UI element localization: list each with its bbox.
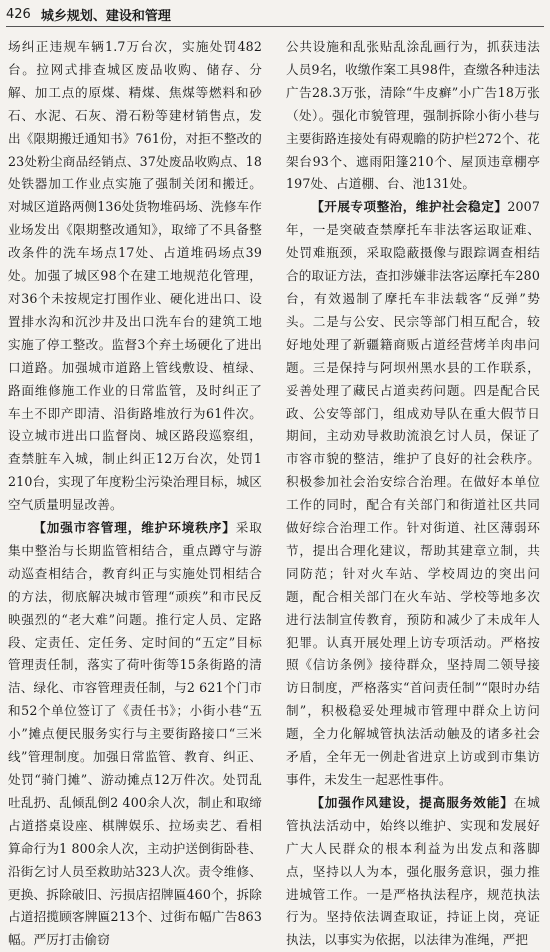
paragraph bbox=[8, 517, 262, 952]
section-heading: 【开展专项整治，维护社会稳定】 bbox=[311, 199, 508, 215]
page-number: 426 bbox=[6, 6, 31, 22]
paragraph bbox=[8, 36, 262, 517]
right-column bbox=[286, 36, 540, 948]
running-title: 城乡规划、建设和管理 bbox=[40, 8, 171, 24]
paragraph-body: 采取集中整治与长期监管相结合，重点蹲守与游动巡查相结合，教育纠正与实施处罚相结合的方法，彻底解决城市管理“顽疾”和市民反映强烈的“老大难”问题。推行定人员、定路段、定责任、定任务、定时间的“五定”目标管理责任制，落实了荷叶街等15条街路的清洁、绿化、市容管理责任制，与2 621个门市和52个单位签订了《责任书》；小街小巷“五小”摊点便民服务实行与主要街路接口“三米线”管理制度。加强日常监管、教育、纠正、处罚“骑门摊”、游动摊点12万件次。处罚乱吐乱扔、乱倾乱倒2 400余人次，制止和取缔占道搭桌设座、棋牌娱乐、拉场卖艺、看相算命行为1 800余人次，主动护送倒街卧巷、沿街乞讨人员至救助站323人次。责令维修、更换、拆除破旧、污损店招牌匾460个，拆除占道招揽顾客牌匾213个、过街布幅广告863幅。严厉打击偷窃 bbox=[8, 520, 262, 948]
left-column bbox=[8, 36, 262, 948]
paragraph-body: 在城管执法活动中，始终以维护、实现和发展好广大人民群众的根本利益为出发点和落脚点，坚持以人为本，强化服务意识，强力推进城管工作。一是严格执法程序，规范执法行为。坚持依法调查取证，持证上岗，亮证执法，以事实为依据，以法律为准绳，严把 bbox=[286, 794, 540, 948]
section-heading: 【加强市容管理，维护环境秩序】 bbox=[33, 520, 236, 536]
paragraph-body: 2007年，一是突破查禁摩托车非法客运取证难、处罚难瓶颈，采取隐蔽摄像与跟踪调查相结合的取证方法，查扣涉嫌非法客运摩托车280台，有效遏制了摩托车非法载客“反弹”势头。二是与公安、民宗等部门相互配合，较好地处理了新疆籍商贩占道经营烤羊肉串问题。三是保持与阿坝州黑水县的工作联系，妥善处理了藏民占道卖药问题。四是配合民政、公安等部门，组成劝导队在重大假节日期间，主动劝导救助流浪乞讨人员，保证了市容市貌的整洁，维护了良好的社会秩序。积极参加社会治安综合治理。在做好本单位工作的同时，配合有关部门和街道社区共同做好综合治理工作。针对街道、社区薄弱环节，提出合理化建议，帮助其建章立制，共同防范；针对火车站、学校周边的突出问题，配合相关部门在火车站、学校等地多次进行法制宣传教育，预防和减少了未成年人犯罪。认真开展处理上访专项活动。严格按照《信访条例》接待群众，坚持周二领导接访日制度，严格落实“首问责任制”“限时办结制”，积极稳妥处理城市管理中群众上访问题，全力化解城管执法活动触及的诸多社会矛盾，全年无一例赴省进京上访或到市集访事件，未发生一起恶性事件。 bbox=[286, 199, 540, 787]
paragraph-body: 场纠正违规车辆1.7万台次，实施处罚482台。拉网式排查城区废品收购、储存、分解、加工点的原煤、精煤、焦煤等燃料和砂石、水泥、石灰、滑石粉等建材销售点，发出《限期搬迁通知书》761份，对拒不整改的23处粉尘商品经销点、37处废品收购点、18处铁器加工作业点实施了强制关闭和搬迁。对城区道路两侧136处货物堆码场、洗修车作业场发出《限期整改通知》，取缔了不具备整改条件的洗车场点17处、占道堆码场点39处。加强了城区98个在建工地规范化管理，对36个未按规定打围作业、硬化进出口、设置排水沟和沉沙井及出口洗车台的建筑工地实施了停工整改。监督3个弃土场硬化了进出口道路。加强城市道路上管线敷设、植绿、路面维修施工作业的日常监管，及时纠正了车土不即产即清、沿街路堆放行为61件次。设立城市进出口监督岗、城区路段巡察组，查禁脏车入城，制止纠正12万台次，处罚1 210台，实现了年度粉尘污染治理目标，城区空气质量明显改善。 bbox=[8, 39, 262, 513]
page-header bbox=[6, 2, 544, 27]
paragraph bbox=[286, 196, 540, 792]
paragraph-body: 公共设施和乱张贴乱涂乱画行为，抓获违法人员9名，收缴作案工具98件，查缴各种违法广告28.3万张，清除“牛皮癣”小广告18万张（处）。强化市貌管理，强制拆除小街小巷与主要街路连接处有碍观瞻的防护栏272个、花架台93个、遮雨阳篷210个、屋顶违章棚亭197处、占道棚、台、池131处。 bbox=[286, 39, 540, 192]
section-heading: 【加强作风建设，提高服务效能】 bbox=[311, 794, 514, 810]
paragraph bbox=[286, 36, 540, 196]
paragraph bbox=[286, 792, 540, 952]
